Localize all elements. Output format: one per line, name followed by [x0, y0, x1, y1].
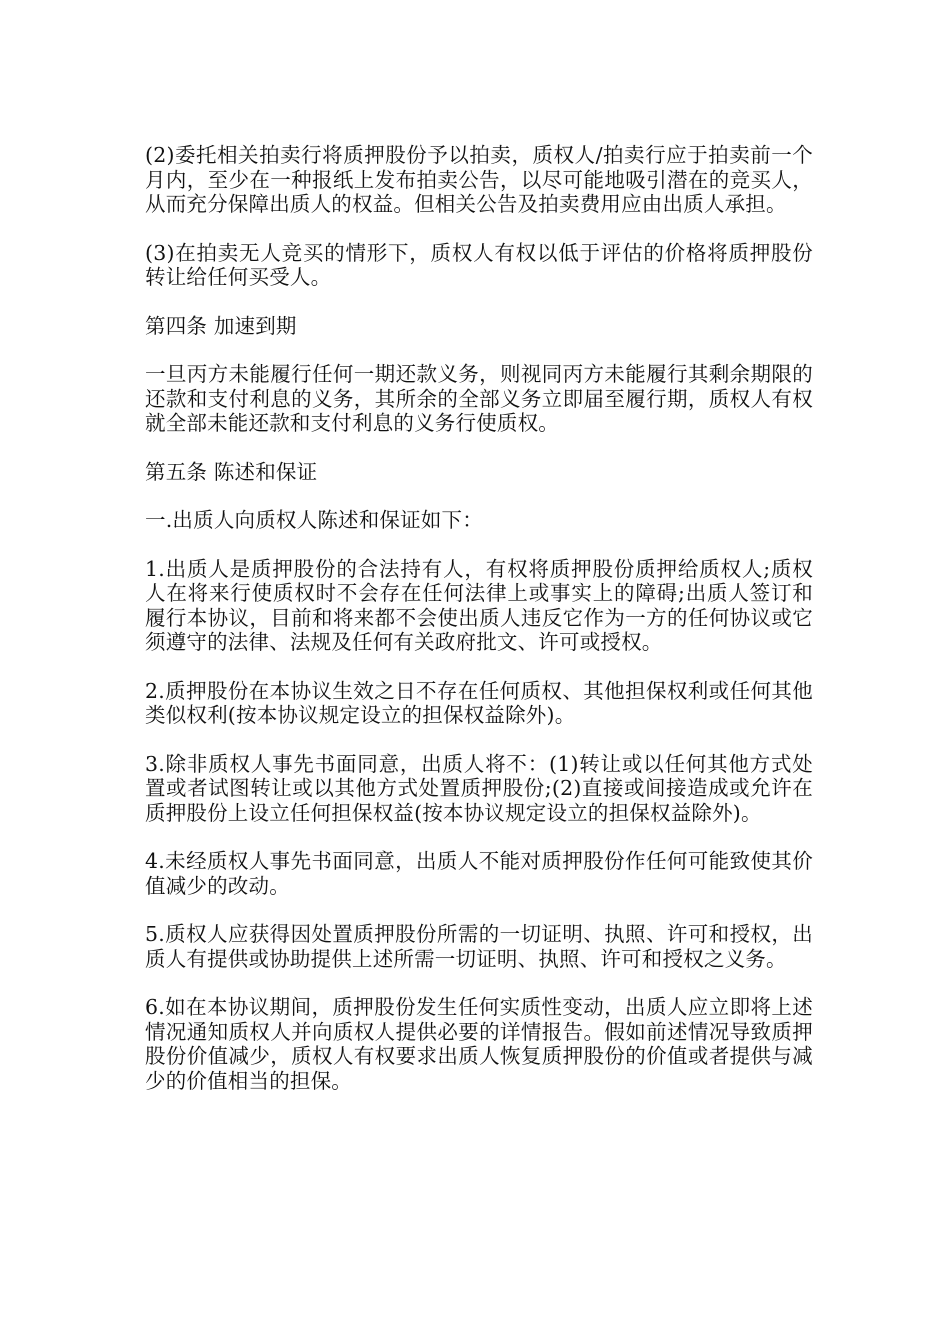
paragraph-no-bidder: (3)在拍卖无人竞买的情形下，质权人有权以低于评估的价格将质押股份转让给任何买受人。 — [145, 240, 813, 289]
paragraph-auction-method: (2)委托相关拍卖行将质押股份予以拍卖，质权人/拍卖行应于拍卖前一个月内，至少在一种报纸上发布拍卖公告，以尽可能地吸引潜在的竞买人，从而充分保障出质人的权益。但相关公告及拍卖费用应由出质人承担。 — [145, 143, 813, 216]
paragraph-item-5: 5.质权人应获得因处置质押股份所需的一切证明、执照、许可和授权，出质人有提供或协助提供上述所需一切证明、执照、许可和授权之义务。 — [145, 922, 813, 971]
paragraph-item-4: 4.未经质权人事先书面同意，出质人不能对质押股份作任何可能致使其价值减少的改动。 — [145, 849, 813, 898]
article-5-heading: 第五条 陈述和保证 — [145, 459, 318, 484]
document-body — [145, 143, 813, 1117]
article-4-heading: 第四条 加速到期 — [145, 313, 297, 338]
paragraph-item-2: 2.质押股份在本协议生效之日不存在任何质权、其他担保权利或任何其他类似权利(按本协议规定设立的担保权益除外)。 — [145, 678, 813, 727]
paragraph-representations-intro: 一.出质人向质权人陈述和保证如下： — [145, 508, 483, 532]
paragraph-item-6: 6.如在本协议期间，质押股份发生任何实质性变动，出质人应立即将上述情况通知质权人并向质权人提供必要的详情报告。假如前述情况导致质押股份价值减少，质权人有权要求出质人恢复质押股份的价值或者提供与减少的价值相当的担保。 — [145, 995, 813, 1093]
paragraph-item-3: 3.除非质权人事先书面同意，出质人将不：(1)转让或以任何其他方式处置或者试图转让或以其他方式处置质押股份;(2)直接或间接造成或允许在质押股份上设立任何担保权益(按本协议规定设立的担保权益除外)。 — [145, 751, 813, 825]
paragraph-acceleration: 一旦丙方未能履行任何一期还款义务，则视同丙方未能履行其剩余期限的还款和支付利息的义务，其所余的全部义务立即届至履行期，质权人有权就全部未能还款和支付利息的义务行使质权。 — [145, 362, 813, 435]
paragraph-item-1: 1.出质人是质押股份的合法持有人，有权将质押股份质押给质权人;质权人在将来行使质权时不会存在任何法律上或事实上的障碍;出质人签订和履行本协议，目前和将来都不会使出质人违反它作为一方的任何协议或它须遵守的法律、法规及任何有关政府批文、许可或授权。 — [145, 556, 813, 654]
